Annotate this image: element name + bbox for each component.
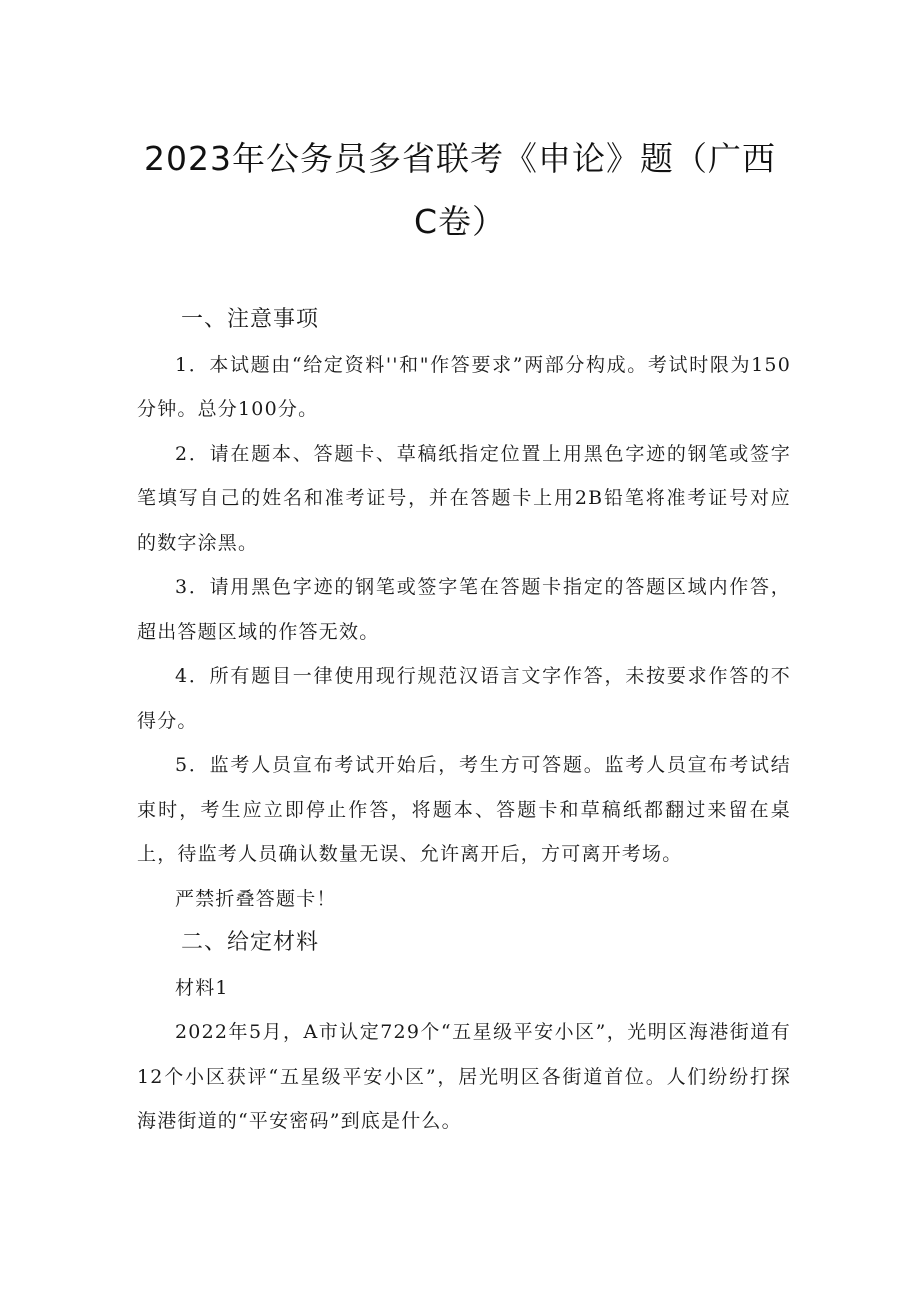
note-item-5: 5．监考人员宣布考试开始后，考生方可答题。监考人员宣布考试结束时，考生应立即停止作答，将题本、答题卡和草稿纸都翻过来留在桌上，待监考人员确认数量无误、允许离开后，方可离开考场。: [137, 754, 791, 865]
material-label: 材料1: [175, 976, 229, 999]
note-item-1: 1．本试题由“给定资料''和"作答要求”两部分构成。考试时限为150分钟。总分100分。: [137, 353, 791, 420]
note-item-3: 3．请用黑色字迹的钢笔或签字笔在答题卡指定的答题区域内作答，超出答题区域的作答无效。: [137, 576, 791, 643]
material-paragraph: 2022年5月，A市认定729个“五星级平安小区”，光明区海港街道有12个小区获评“五星级平安小区”，居光明区各街道首位。人们纷纷打探海港街道的“平安密码”到底是什么。: [137, 1021, 791, 1132]
note-item-4: 4．所有题目一律使用现行规范汉语言文字作答，未按要求作答的不得分。: [137, 665, 791, 732]
document-body: [137, 298, 791, 1144]
document-title-line-2: C卷）: [413, 202, 507, 241]
section-heading-materials: 二、给定材料: [181, 930, 320, 955]
section-heading-notes: 一、注意事项: [181, 307, 320, 332]
warning-text: 严禁折叠答题卡！: [175, 887, 337, 910]
document-title-line-1: 2023年公务员多省联考《申论》题（广西: [144, 139, 776, 178]
note-item-2: 2．请在题本、答题卡、草稿纸指定位置上用黑色字迹的钢笔或签字笔填写自己的姓名和准考证号，并在答题卡上用2B铅笔将准考证号对应的数字涂黑。: [137, 442, 791, 554]
